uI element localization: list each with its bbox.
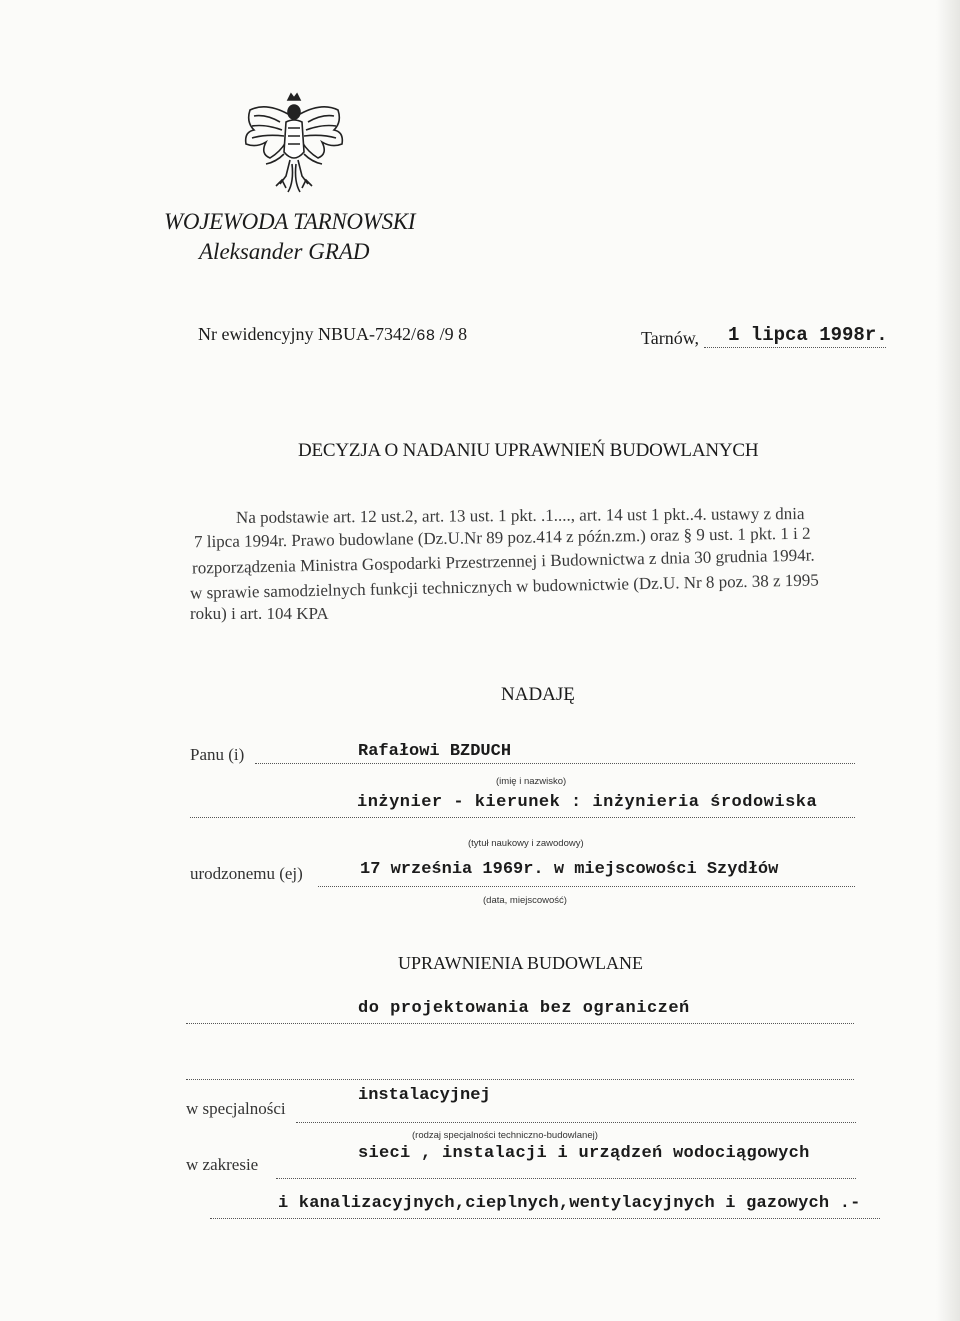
recipient-title-dots bbox=[190, 817, 855, 818]
registry-suffix: /9 8 bbox=[435, 324, 468, 344]
permission-scope: do projektowania bez ograniczeń bbox=[358, 999, 690, 1018]
registry-number-line bbox=[198, 324, 467, 345]
decision-title: DECYZJA O NADANIU UPRAWNIEŃ BUDOWLANYCH bbox=[298, 440, 759, 461]
specialty-value: instalacyjnej bbox=[358, 1086, 491, 1105]
authority-name: WOJEWODA TARNOWSKI bbox=[164, 209, 416, 234]
specialty-caption: (rodzaj specjalności techniczno-budowlanej) bbox=[412, 1130, 598, 1141]
place-label: Tarnów, bbox=[641, 328, 700, 348]
specialty-label: w specjalności bbox=[186, 1099, 286, 1118]
born-caption: (data, miejscowość) bbox=[483, 895, 567, 906]
legal-basis-line-1: Na podstawie art. 12 ust.2, art. 13 ust. 1 pkt. .1...., art. 14 ust 1 pkt..4. ustawy z dnia bbox=[235, 504, 805, 527]
title-caption: (tytuł naukowy i zawodowy) bbox=[468, 838, 584, 849]
range-dots bbox=[276, 1178, 856, 1179]
recipient-name: Rafałowi BZDUCH bbox=[358, 742, 512, 761]
range-value-2: i kanalizacyjnych,cieplnych,wentylacyjnych i gazowych .- bbox=[278, 1194, 861, 1213]
legal-basis-line-4: w sprawie samodzielnych funkcji technicznych w budownictwie (Dz.U. Nr 8 poz. 38 z 1995 bbox=[189, 570, 819, 603]
born-label: urodzonemu (ej) bbox=[190, 864, 303, 883]
range-dots-2 bbox=[210, 1218, 880, 1219]
recipient-name-dots bbox=[255, 763, 855, 764]
page-edge-shadow bbox=[936, 0, 960, 1321]
range-label: w zakresie bbox=[186, 1155, 259, 1174]
specialty-dots bbox=[296, 1122, 856, 1123]
permissions-heading: UPRAWNIENIA BUDOWLANE bbox=[398, 953, 644, 973]
registry-label: Nr ewidencyjny NBUA-7342/ bbox=[198, 324, 416, 344]
legal-basis-line-3: rozporządzenia Ministra Gospodarki Przestrzennej i Budownictwa z dnia 30 grudnia 1994r. bbox=[191, 545, 815, 578]
born-value: 17 września 1969r. w miejscowości Szydłów bbox=[360, 860, 779, 879]
scope-dots bbox=[186, 1023, 854, 1024]
name-caption: (imię i nazwisko) bbox=[496, 776, 567, 787]
date-dots bbox=[704, 347, 886, 348]
grant-heading: NADAJĘ bbox=[501, 684, 575, 705]
scope-dots-2 bbox=[186, 1079, 854, 1080]
legal-basis-line-5: roku) i art. 104 KPA bbox=[190, 604, 329, 623]
legal-basis-line-2: 7 lipca 1994r. Prawo budowlane (Dz.U.Nr 89 poz.414 z późn.zm.) oraz § 9 ust. 1 pkt. 1 i 2 bbox=[193, 523, 811, 552]
recipient-title: inżynier - kierunek : inżynieria środowiska bbox=[357, 793, 818, 812]
issue-date: 1 lipca 1998r. bbox=[728, 324, 888, 346]
authority-person: Aleksander GRAD bbox=[199, 239, 370, 264]
registry-number: 68 bbox=[415, 327, 436, 345]
recipient-label: Panu (i) bbox=[190, 745, 245, 764]
range-value-1: sieci , instalacji i urządzeń wodociągowych bbox=[358, 1144, 810, 1163]
polish-eagle-emblem-icon bbox=[236, 92, 352, 196]
born-dots bbox=[318, 886, 855, 887]
